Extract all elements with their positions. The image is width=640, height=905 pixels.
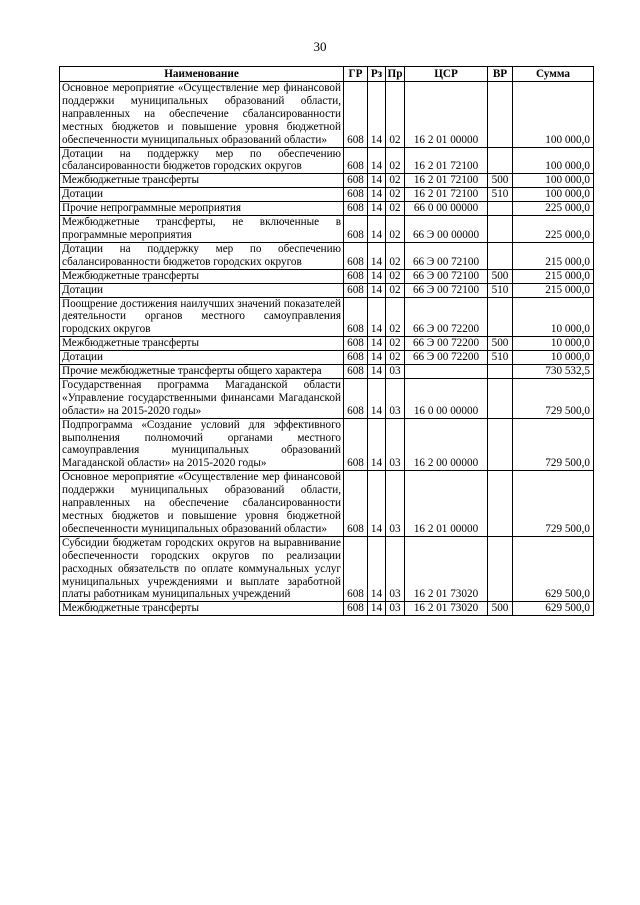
- cell-sum: 100 000,0: [513, 188, 594, 202]
- cell-vr: 510: [488, 188, 513, 202]
- cell-name: Межбюджетные трансферты: [60, 602, 344, 616]
- cell-vr: 500: [488, 337, 513, 351]
- cell-name: Подпрограмма «Создание условий для эффективного выполнения полномочий органами местного самоуправления муниципальных образований Магаданской области» на 2015-2020 годы»: [60, 418, 344, 471]
- cell-sum: 215 000,0: [513, 269, 594, 283]
- cell-sum: 729 500,0: [513, 378, 594, 418]
- cell-vr: [488, 297, 513, 337]
- cell-vr: [488, 536, 513, 602]
- cell-sum: 629 500,0: [513, 602, 594, 616]
- cell-csr: 66 Э 00 72100: [405, 242, 488, 269]
- cell-pr: 03: [386, 378, 405, 418]
- cell-name: Межбюджетные трансферты: [60, 174, 344, 188]
- cell-rz: 14: [368, 216, 386, 243]
- header-name: Наименование: [60, 67, 344, 82]
- cell-rz: 14: [368, 602, 386, 616]
- cell-sum: 215 000,0: [513, 242, 594, 269]
- cell-vr: [488, 82, 513, 148]
- cell-rz: 14: [368, 471, 386, 537]
- cell-csr: 16 2 00 00000: [405, 418, 488, 471]
- cell-rz: 14: [368, 378, 386, 418]
- cell-name: Межбюджетные трансферты, не включенные в программные мероприятия: [60, 216, 344, 243]
- cell-pr: 02: [386, 174, 405, 188]
- cell-name: Дотации на поддержку мер по обеспечению сбалансированности бюджетов городских округов: [60, 242, 344, 269]
- cell-sum: 629 500,0: [513, 536, 594, 602]
- cell-gr: 608: [344, 418, 368, 471]
- cell-name: Дотации: [60, 283, 344, 297]
- cell-csr: 16 2 01 73020: [405, 536, 488, 602]
- cell-csr: 66 0 00 00000: [405, 202, 488, 216]
- cell-vr: [488, 216, 513, 243]
- cell-rz: 14: [368, 269, 386, 283]
- cell-pr: 02: [386, 216, 405, 243]
- cell-sum: 225 000,0: [513, 202, 594, 216]
- cell-rz: 14: [368, 351, 386, 365]
- cell-gr: 608: [344, 202, 368, 216]
- cell-sum: 10 000,0: [513, 297, 594, 337]
- cell-name: Государственная программа Магаданской области «Управление государственными финансами Магаданской области» на 2015-2020 годы»: [60, 378, 344, 418]
- table-row: [60, 82, 594, 148]
- cell-name: Основное мероприятие «Осуществление мер финансовой поддержки муниципальных образований области, направленных на обеспечение сбалансированности местных бюджетов и повышение уровня бюджетной обеспеченности муниципальных образований области»: [60, 82, 344, 148]
- cell-pr: 02: [386, 283, 405, 297]
- cell-vr: 500: [488, 602, 513, 616]
- cell-csr: 16 2 01 72100: [405, 188, 488, 202]
- table-row: [60, 174, 594, 188]
- table-row: [60, 147, 594, 174]
- table-row: [60, 536, 594, 602]
- cell-vr: [488, 471, 513, 537]
- cell-gr: 608: [344, 82, 368, 148]
- cell-gr: 608: [344, 602, 368, 616]
- table-header-row: [60, 67, 594, 82]
- cell-name: Поощрение достижения наилучших значений показателей деятельности органов местного самоуправления городских округов: [60, 297, 344, 337]
- cell-gr: 608: [344, 147, 368, 174]
- cell-csr: 16 2 01 00000: [405, 82, 488, 148]
- table-row: [60, 602, 594, 616]
- cell-pr: 02: [386, 188, 405, 202]
- cell-pr: 03: [386, 365, 405, 379]
- cell-vr: [488, 418, 513, 471]
- header-rz: Рз: [368, 67, 386, 82]
- cell-rz: 14: [368, 202, 386, 216]
- cell-sum: 10 000,0: [513, 351, 594, 365]
- cell-name: Дотации на поддержку мер по обеспечению сбалансированности бюджетов городских округов: [60, 147, 344, 174]
- cell-gr: 608: [344, 337, 368, 351]
- cell-csr: [405, 365, 488, 379]
- cell-sum: 10 000,0: [513, 337, 594, 351]
- cell-vr: 510: [488, 283, 513, 297]
- cell-sum: 100 000,0: [513, 174, 594, 188]
- header-gr: ГР: [344, 67, 368, 82]
- table-row: [60, 242, 594, 269]
- cell-vr: 500: [488, 174, 513, 188]
- table-row: [60, 216, 594, 243]
- cell-vr: [488, 242, 513, 269]
- cell-gr: 608: [344, 242, 368, 269]
- cell-name: Прочие межбюджетные трансферты общего характера: [60, 365, 344, 379]
- cell-name: Дотации: [60, 351, 344, 365]
- cell-pr: 02: [386, 242, 405, 269]
- table-row: [60, 297, 594, 337]
- cell-vr: 510: [488, 351, 513, 365]
- table-row: [60, 337, 594, 351]
- cell-csr: 16 0 00 00000: [405, 378, 488, 418]
- cell-csr: 66 Э 00 72100: [405, 283, 488, 297]
- table-row: [60, 269, 594, 283]
- table-row: [60, 283, 594, 297]
- cell-csr: 66 Э 00 00000: [405, 216, 488, 243]
- cell-pr: 03: [386, 471, 405, 537]
- cell-gr: 608: [344, 378, 368, 418]
- cell-name: Межбюджетные трансферты: [60, 269, 344, 283]
- cell-csr: 66 Э 00 72200: [405, 337, 488, 351]
- cell-gr: 608: [344, 471, 368, 537]
- cell-vr: [488, 365, 513, 379]
- cell-csr: 16 2 01 72100: [405, 174, 488, 188]
- cell-pr: 02: [386, 297, 405, 337]
- cell-name: Прочие непрограммные мероприятия: [60, 202, 344, 216]
- cell-name: Дотации: [60, 188, 344, 202]
- table-row: [60, 188, 594, 202]
- table-body: [60, 82, 594, 616]
- cell-name: Основное мероприятие «Осуществление мер финансовой поддержки муниципальных образований области, направленных на обеспечение сбалансированности местных бюджетов и повышение уровня бюджетной обеспеченности муниципальных образований области»: [60, 471, 344, 537]
- cell-csr: 16 2 01 73020: [405, 602, 488, 616]
- cell-csr: 16 2 01 72100: [405, 147, 488, 174]
- cell-pr: 03: [386, 602, 405, 616]
- header-vr: ВР: [488, 67, 513, 82]
- cell-gr: 608: [344, 216, 368, 243]
- cell-vr: [488, 202, 513, 216]
- table-row: [60, 365, 594, 379]
- table-row: [60, 418, 594, 471]
- cell-pr: 02: [386, 337, 405, 351]
- cell-sum: 730 532,5: [513, 365, 594, 379]
- cell-sum: 225 000,0: [513, 216, 594, 243]
- cell-rz: 14: [368, 242, 386, 269]
- cell-pr: 02: [386, 82, 405, 148]
- cell-rz: 14: [368, 82, 386, 148]
- cell-sum: 729 500,0: [513, 471, 594, 537]
- table-row: [60, 378, 594, 418]
- cell-pr: 02: [386, 147, 405, 174]
- cell-vr: [488, 378, 513, 418]
- cell-csr: 16 2 01 00000: [405, 471, 488, 537]
- cell-gr: 608: [344, 188, 368, 202]
- header-csr: ЦСР: [405, 67, 488, 82]
- cell-gr: 608: [344, 536, 368, 602]
- cell-rz: 14: [368, 147, 386, 174]
- cell-name: Межбюджетные трансферты: [60, 337, 344, 351]
- cell-csr: 66 Э 00 72100: [405, 269, 488, 283]
- cell-sum: 729 500,0: [513, 418, 594, 471]
- cell-csr: 66 Э 00 72200: [405, 297, 488, 337]
- table-row: [60, 351, 594, 365]
- cell-pr: 02: [386, 202, 405, 216]
- cell-gr: 608: [344, 174, 368, 188]
- header-pr: Пр: [386, 67, 405, 82]
- table-row: [60, 471, 594, 537]
- cell-rz: 14: [368, 174, 386, 188]
- cell-rz: 14: [368, 337, 386, 351]
- cell-pr: 03: [386, 536, 405, 602]
- cell-pr: 03: [386, 418, 405, 471]
- cell-vr: [488, 147, 513, 174]
- cell-rz: 14: [368, 283, 386, 297]
- cell-rz: 14: [368, 418, 386, 471]
- cell-sum: 100 000,0: [513, 82, 594, 148]
- cell-csr: 66 Э 00 72200: [405, 351, 488, 365]
- cell-rz: 14: [368, 188, 386, 202]
- cell-sum: 100 000,0: [513, 147, 594, 174]
- cell-sum: 215 000,0: [513, 283, 594, 297]
- budget-table: [59, 66, 594, 616]
- page-number: 30: [313, 39, 327, 54]
- cell-pr: 02: [386, 351, 405, 365]
- cell-gr: 608: [344, 283, 368, 297]
- header-sum: Сумма: [513, 67, 594, 82]
- cell-gr: 608: [344, 351, 368, 365]
- table-row: [60, 202, 594, 216]
- cell-pr: 02: [386, 269, 405, 283]
- cell-name: Субсидии бюджетам городских округов на выравнивание обеспеченности городских округов по реализации расходных обязательств по оплате коммунальных услуг муниципальных учреждениями и выплате заработной платы работникам муниципальных учреждений: [60, 536, 344, 602]
- cell-gr: 608: [344, 269, 368, 283]
- cell-gr: 608: [344, 297, 368, 337]
- cell-vr: 500: [488, 269, 513, 283]
- cell-rz: 14: [368, 297, 386, 337]
- cell-gr: 608: [344, 365, 368, 379]
- cell-rz: 14: [368, 365, 386, 379]
- cell-rz: 14: [368, 536, 386, 602]
